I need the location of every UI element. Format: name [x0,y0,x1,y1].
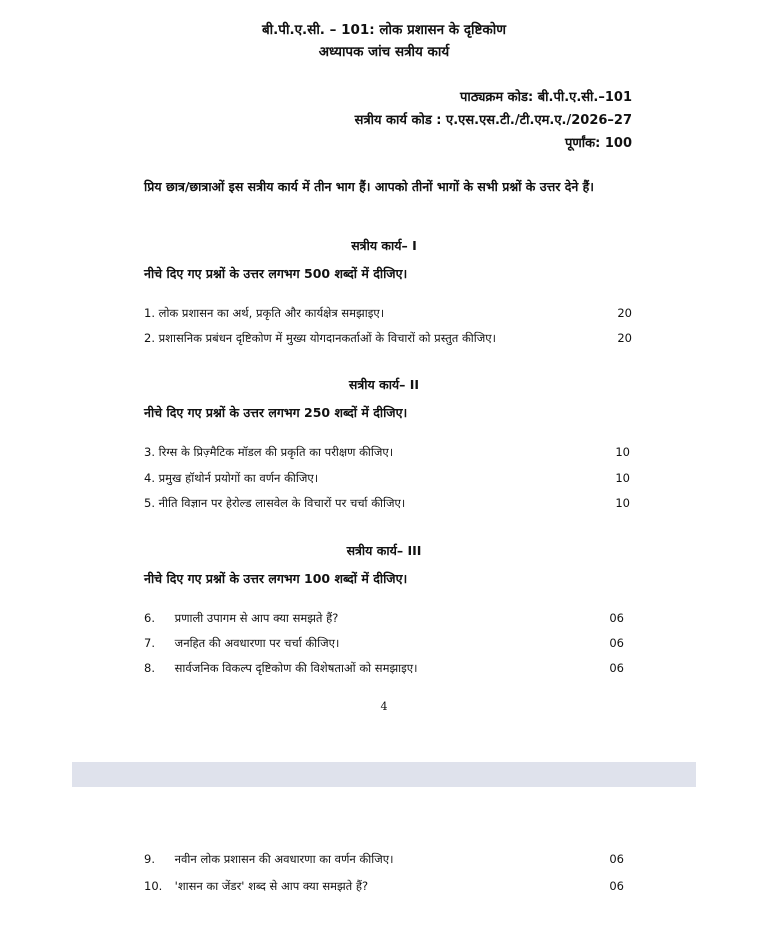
question-item [144,445,393,460]
assignment-code: सत्रीय कार्य कोड : ए.एस.एस.टी./टी.एम.ए./2026–27 [354,113,632,128]
question-marks: 10 [615,471,630,485]
question-marks: 06 [609,611,624,625]
question-marks: 06 [609,879,624,893]
question-text: लोक प्रशासन का अर्थ, प्रकृति और कार्यक्षेत्र समझाइए। [158,306,385,320]
page-number: 4 [380,700,388,713]
section-heading: सत्रीय कार्य– III [346,543,422,558]
question-number: 7. [144,636,155,650]
question-item [144,852,393,867]
section-instruction: नीचे दिए गए प्रश्नों के उत्तर लगभग 500 शब्दों में दीजिए। [144,266,408,281]
total-marks: पूर्णांक: 100 [565,136,632,151]
section-heading: सत्रीय कार्य– II [348,377,420,392]
question-item [144,496,405,511]
question-marks: 10 [615,445,630,459]
question-text: प्रमुख हॉथोर्न प्रयोगों का वर्णन कीजिए। [158,471,319,485]
question-number: 1. [144,306,155,320]
section-instruction: नीचे दिए गए प्रश्नों के उत्तर लगभग 250 शब्दों में दीजिए। [144,405,408,420]
question-text: प्रशासनिक प्रबंधन दृष्टिकोण में मुख्य योगदानकर्ताओं के विचारों को प्रस्तुत कीजिए। [158,331,496,345]
question-item [144,611,338,626]
question-text: प्रणाली उपागम से आप क्या समझते हैं? [174,611,339,625]
section-heading: सत्रीय कार्य– I [351,238,417,253]
question-marks: 06 [609,852,624,866]
question-text: नवीन लोक प्रशासन की अवधारणा का वर्णन कीजिए। [174,852,394,866]
question-item [144,306,384,321]
document-subtitle: अध्यापक जांच सत्रीय कार्य [318,44,450,60]
question-item [144,636,339,651]
intro-paragraph: प्रिय छात्र/छात्राओं इस सत्रीय कार्य में तीन भाग हैं। आपको तीनों भागों के सभी प्रश्नों के उत्तर देने हैं। [144,179,594,194]
document-page [72,0,696,762]
question-number: 5. [144,496,155,510]
page-separator [72,762,696,787]
question-item [144,331,496,346]
question-number: 6. [144,611,155,625]
question-text: रिग्स के प्रिज़्मैटिक मॉडल की प्रकृति का परीक्षण कीजिए। [158,445,394,459]
question-item [144,471,318,486]
question-text: जनहित की अवधारणा पर चर्चा कीजिए। [174,636,340,650]
question-marks: 20 [617,331,632,345]
question-text: 'शासन का जेंडर' शब्द से आप क्या समझते हैं? [174,879,369,893]
question-number: 3. [144,445,155,459]
question-item [144,661,418,676]
question-number: 4. [144,471,155,485]
section-instruction: नीचे दिए गए प्रश्नों के उत्तर लगभग 100 शब्दों में दीजिए। [144,571,408,586]
question-marks: 06 [609,636,624,650]
question-item [144,879,368,894]
question-text: नीति विज्ञान पर हेरोल्ड लासवेल के विचारों पर चर्चा कीजिए। [158,496,406,510]
course-code: पाठ्यक्रम कोड: बी.पी.ए.सी.–101 [459,90,632,105]
question-number: 8. [144,661,155,675]
question-number: 2. [144,331,155,345]
document-page [72,787,696,952]
question-marks: 10 [615,496,630,510]
document-title: बी.पी.ए.सी. – 101: लोक प्रशासन के दृष्टिकोण [261,22,507,38]
question-number: 9. [144,852,155,866]
question-marks: 20 [617,306,632,320]
question-number: 10. [144,879,163,893]
question-text: सार्वजनिक विकल्प दृष्टिकोण की विशेषताओं को समझाइए। [174,661,418,675]
question-marks: 06 [609,661,624,675]
